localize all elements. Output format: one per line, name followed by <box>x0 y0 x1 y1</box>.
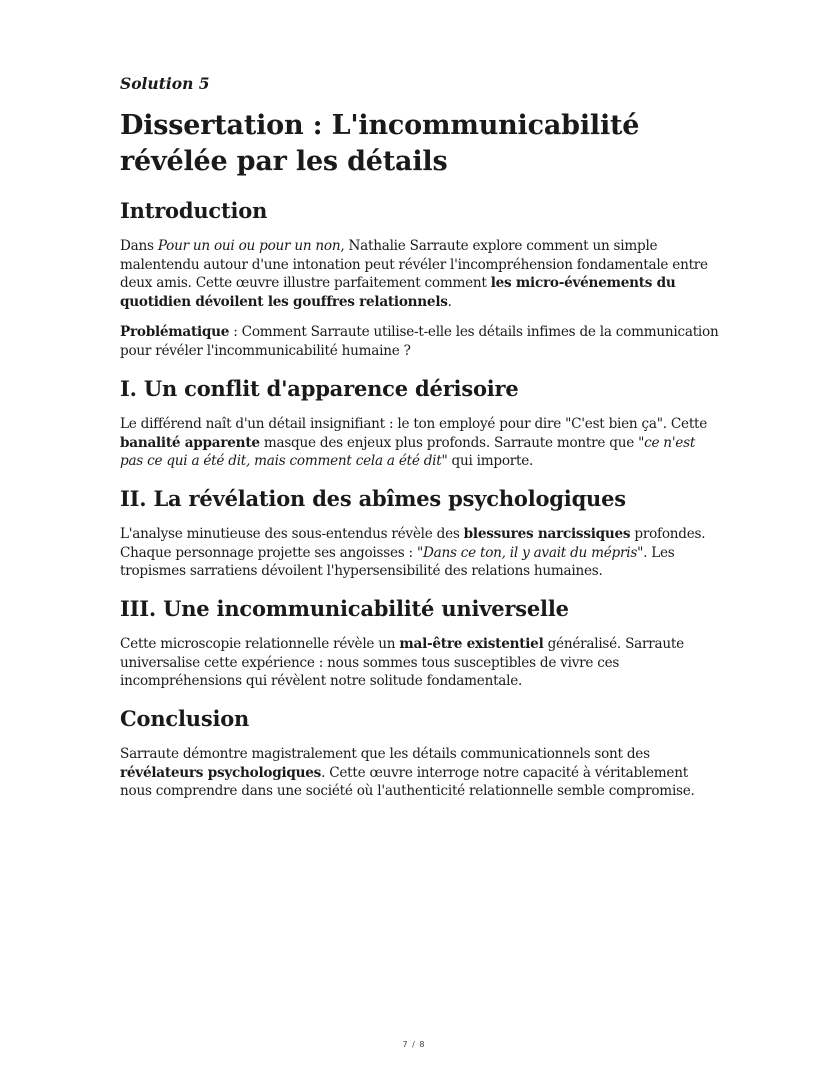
text-run: : Comment Sarraute utilise-t-elle les détails infimes de la communication pour révéler l'incommunicabilité humaine ? <box>120 324 719 359</box>
page-title: Dissertation : L'incommunicabilité révélée par les détails <box>120 110 640 177</box>
text-run: Cette microscopie relationnelle révèle un <box>120 636 400 652</box>
text-run: . Les tropismes sarratiens dévoilent l'hypersensibilité des relations humaines. <box>120 544 675 579</box>
text-run: L'analyse minutieuse des sous-entendus révèle des <box>120 526 464 542</box>
section3-paragraph <box>120 635 720 691</box>
text-run: . <box>447 293 452 310</box>
text-run: généralisé. Sarraute universalise cette expérience : nous sommes tous susceptibles de vivre ces incompréhensions qui révèlent notre solitude fondamentale. <box>120 636 684 689</box>
text-run: . Cette œuvre interroge notre capacité à véritablement nous comprendre dans une société où l'authenticité relationnelle semble compromise. <box>120 764 695 799</box>
emphasis-text: blessures narcissiques <box>463 526 631 542</box>
section2-heading: II. La révélation des abîmes psychologiques <box>120 486 626 511</box>
introduction-paragraph <box>120 237 720 311</box>
solution-label: Solution 5 <box>120 74 210 93</box>
text-run: Sarraute démontre magistralement que les détails communicationnels sont des <box>120 746 650 762</box>
book-title: Pour un oui ou pour un non <box>157 238 341 254</box>
emphasis-text: mal-être existentiel <box>399 636 544 652</box>
introduction-heading: Introduction <box>120 198 268 223</box>
quote-text: "Dans ce ton, il y avait du mépris" <box>416 544 644 561</box>
page-number: 7 / 8 <box>402 1040 426 1049</box>
emphasis-text: banalité apparente <box>120 434 260 451</box>
section2-paragraph <box>120 525 720 581</box>
emphasis-text: les micro-événements du quotidien dévoilent les gouffres relationnels <box>120 275 676 310</box>
section1-paragraph <box>120 415 720 471</box>
problematique-label: Problématique <box>120 324 230 340</box>
problematique-paragraph <box>120 323 720 360</box>
section3-heading: III. Une incommunicabilité universelle <box>120 596 569 621</box>
text-run: profondes. Chaque personnage projette ses angoisses : <box>120 526 706 561</box>
text-run: masque des enjeux plus profonds. Sarraute montre que <box>259 434 639 451</box>
conclusion-heading: Conclusion <box>120 706 250 731</box>
quote-text: "ce n'est pas ce qui a été dit, mais comment cela a été dit" <box>120 434 696 469</box>
section1-heading: I. Un conflit d'apparence dérisoire <box>120 376 519 401</box>
text-run: Le différend naît d'un détail insignifiant : le ton employé pour dire "C'est bien ça". Cette <box>120 416 708 432</box>
text-run: qui importe. <box>447 453 534 469</box>
conclusion-paragraph <box>120 745 720 801</box>
emphasis-text: révélateurs psychologiques <box>120 764 322 781</box>
text-run: , Nathalie Sarraute explore comment un simple malentendu autour d'une intonation peut révéler l'incompréhension fondamentale entre deux amis. Cette œuvre illustre parfaitement comment <box>120 238 708 291</box>
text-run: Dans <box>120 238 158 254</box>
